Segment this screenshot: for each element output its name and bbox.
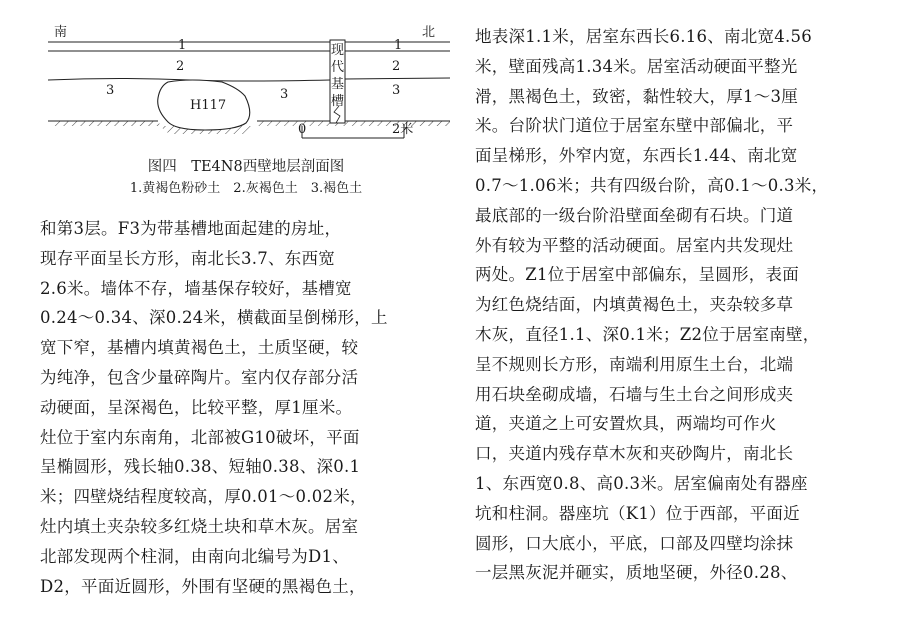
text-line: 0.24～0.34、深0.24米，横截面呈倒梯形，上 [40, 308, 388, 328]
text-line: 圆形，口大底小，平底，口部及四壁均涂抹 [475, 533, 794, 553]
text-line: D2，平面近圆形，外围有坚硬的黑褐色土， [40, 576, 366, 596]
text-line: 用石块垒砌成墙，石墙与生土台之间形成夹 [475, 384, 794, 404]
layer2-boundary [48, 78, 450, 81]
text-line: 地表深1.1米，居室东西长6.16、南北宽4.56 [475, 27, 812, 46]
text-line: 滑，黑褐色土，致密，黏性较大，厚1～3厘 [475, 86, 798, 106]
text-line: 呈不规则长方形，南端利用原生土台，北端 [475, 354, 794, 374]
text-line: 木灰，直径1.1、深0.1米；Z2位于居室南壁， [475, 324, 820, 344]
pit-label: H117 [190, 98, 227, 113]
layer3-label-mid: 3 [280, 87, 289, 102]
right-text-column [475, 22, 895, 588]
text-line: 外有较为平整的活动硬面。居室内共发现灶 [475, 235, 794, 255]
text-line: 最底部的一级台阶沿壁面垒砌有石块。门道 [475, 205, 794, 225]
text-line: 为红色烧结面，内填黄褐色土，夹杂较多草 [475, 295, 794, 315]
text-line: 1、东西宽0.8、高0.3米。居室偏南处有器座 [475, 473, 808, 493]
text-line: 动硬面，呈深褐色，比较平整，厚1厘米。 [40, 397, 353, 417]
text-line: 米，壁面残高1.34米。居室活动硬面平整光 [475, 56, 798, 76]
text-line: 呈椭圆形，残长轴0.38、短轴0.38、深0.1 [40, 457, 361, 477]
left-text-column [40, 214, 450, 601]
layer3-label-right: 3 [392, 83, 401, 98]
text-line: 坑和柱洞。器座坑（K1）位于西部，平面近 [475, 503, 800, 523]
text-line: 北部发现两个柱洞，由南向北编号为D1、 [40, 546, 349, 566]
text-line: 2.6米。墙体不存，墙基保存较好，基槽宽 [40, 278, 352, 298]
north-label: 北 [422, 25, 436, 40]
text-line: 面呈梯形，外窄内宽，东西长1.44、南北宽 [475, 146, 798, 166]
layer3-label-left: 3 [106, 83, 115, 98]
figure-legend: 1.黄褐色粉砂土 2.灰褐色土 3.褐色土 [129, 181, 363, 196]
text-line: 和第3层。F3为带基槽地面起建的房址， [40, 219, 342, 238]
text-line: 为纯净，包含少量碎陶片。室内仅存部分活 [40, 367, 359, 387]
text-line: 现存平面呈长方形，南北长3.7、东西宽 [40, 248, 335, 268]
text-line: 两处。Z1位于居室中部偏东，呈圆形，表面 [475, 265, 799, 285]
text-line: 0.7～1.06米；共有四级台阶，高0.1～0.3米， [475, 175, 829, 195]
figure-caption: 图四 TE4N8西壁地层剖面图 [147, 159, 345, 175]
text-line: 灶内填土夹杂较多红烧土块和草木灰。居室 [40, 516, 359, 536]
layer2-label-left: 2 [176, 59, 185, 74]
layer1-label-right: 1 [394, 38, 403, 53]
text-line: 灶位于室内东南角，北部被G10破坏，平面 [40, 427, 360, 447]
layer2-label-right: 2 [392, 59, 401, 74]
scale-label-start: 0 [298, 122, 307, 137]
text-line: 宽下窄，基槽内填黄褐色土，土质坚硬，较 [40, 338, 359, 358]
layer1-label-left: 1 [178, 38, 187, 53]
trench-label: 现 代 基 槽 [331, 43, 345, 109]
south-label: 南 [54, 25, 68, 40]
text-line: 道，夹道之上可安置炊具，两端均可作火 [475, 414, 777, 434]
text-line: 米；四壁烧结程度较高，厚0.01～0.02米， [40, 487, 367, 507]
text-line: 一层黑灰泥并砸实，质地坚硬，外径0.28、 [475, 563, 798, 583]
scale-label-end: 2米 [392, 122, 414, 137]
text-line: 米。台阶状门道位于居室东壁中部偏北，平 [475, 116, 794, 136]
text-line: 口，夹道内残存草木灰和夹砂陶片，南北长 [475, 444, 794, 464]
ground-hatch [52, 121, 450, 134]
